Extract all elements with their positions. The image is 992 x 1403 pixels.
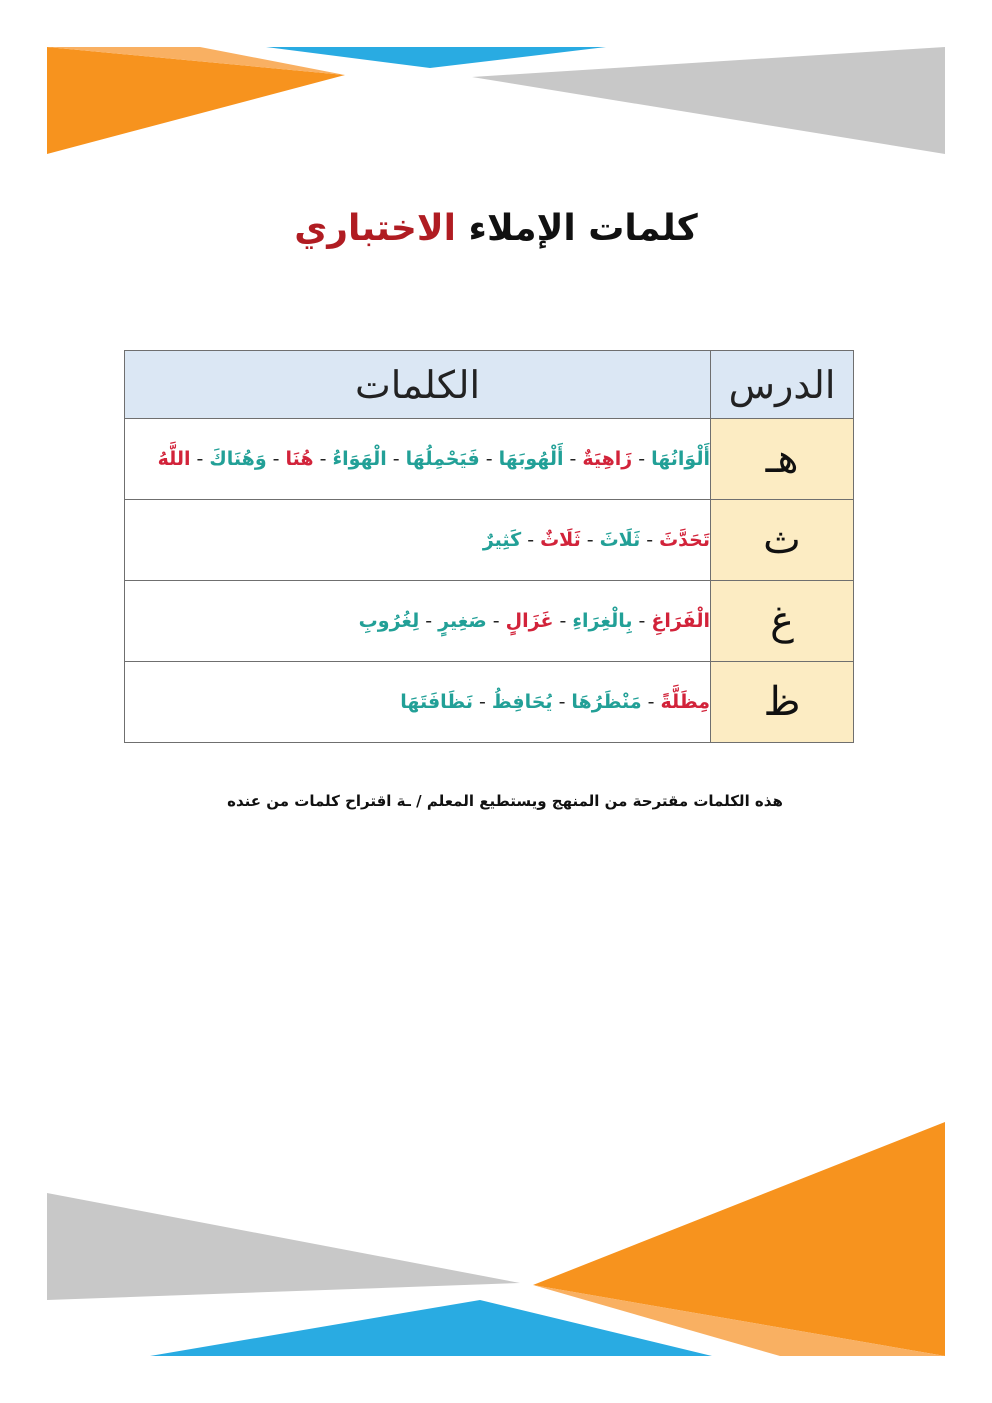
- bottom-orange-light-shape: [533, 1285, 945, 1356]
- word-separator: -: [527, 529, 535, 551]
- words-table: [124, 350, 854, 743]
- words-cell: [125, 500, 711, 581]
- bottom-orange-shape: [533, 1122, 945, 1356]
- page-title: [0, 208, 992, 249]
- word-separator: -: [569, 448, 577, 470]
- spelling-word: هُنَا: [285, 448, 314, 470]
- word-separator: -: [559, 610, 567, 632]
- footer-note: هذه الكلمات مقترحة من المنهج ويستطيع المعلم / ـة اقتراح كلمات من عنده: [227, 792, 783, 810]
- spelling-word: زَاهِيَةٌ: [582, 448, 633, 470]
- words-cell: [125, 581, 711, 662]
- spelling-word: يُحَافِظُ: [491, 691, 553, 713]
- spelling-word: أَلْهُوبَهَا: [498, 448, 564, 470]
- words-cell: [125, 662, 711, 743]
- words-cell: [125, 419, 711, 500]
- spelling-word: صَغِيرٍ: [438, 610, 487, 632]
- top-gray-shape: [472, 47, 945, 154]
- top-orange-shape: [47, 47, 345, 154]
- spelling-word: لِغُرُوبِ: [358, 610, 420, 632]
- word-separator: -: [196, 448, 204, 470]
- spelling-word: اللَّهُ: [157, 448, 191, 470]
- spelling-word: غَزَالٍ: [505, 610, 554, 632]
- header-words: الكلمات: [125, 351, 711, 419]
- title-main: كلمات الإملاء: [468, 208, 698, 249]
- title-accent: الاختباري: [294, 208, 456, 249]
- table-row: [125, 500, 854, 581]
- word-separator: -: [272, 448, 280, 470]
- table-row: [125, 581, 854, 662]
- lesson-letter: ث: [711, 500, 854, 581]
- spelling-word: نَظَافَتَهَا: [400, 691, 473, 713]
- spelling-word: فَيَحْمِلُهَا: [405, 448, 480, 470]
- word-separator: -: [646, 529, 654, 551]
- lesson-letter: غ: [711, 581, 854, 662]
- header-lesson: الدرس: [711, 351, 854, 419]
- word-separator: -: [319, 448, 327, 470]
- word-separator: -: [647, 691, 655, 713]
- word-separator: -: [392, 448, 400, 470]
- table-row: [125, 419, 854, 500]
- bottom-gray-shape: [47, 1193, 520, 1300]
- top-decoration: [0, 0, 992, 170]
- spelling-word: الْهَوَاءُ: [332, 448, 387, 470]
- word-separator: -: [478, 691, 486, 713]
- word-separator: -: [586, 529, 594, 551]
- table-row: [125, 662, 854, 743]
- spelling-word: ثَلَاثَ: [599, 529, 641, 551]
- spelling-word: بِالْغِرَاءِ: [572, 610, 633, 632]
- spelling-word: تَحَدَّثَ: [659, 529, 710, 551]
- spelling-word: الْفَرَاغِ: [651, 610, 710, 632]
- word-separator: -: [638, 610, 646, 632]
- spelling-word: ثَلَاثٌ: [540, 529, 581, 551]
- table-header-row: [125, 351, 854, 419]
- top-blue-shape: [266, 47, 606, 68]
- word-separator: -: [638, 448, 646, 470]
- word-separator: -: [425, 610, 433, 632]
- spelling-word: أَلْوَانُهَا: [651, 448, 710, 470]
- spelling-word: وَهُنَاكَ: [209, 448, 267, 470]
- word-separator: -: [558, 691, 566, 713]
- bottom-blue-shape: [150, 1300, 712, 1356]
- spelling-word: مَنْظَرُهَا: [571, 691, 642, 713]
- spelling-word: مِظَلَّةً: [660, 691, 710, 713]
- lesson-letter: ظ: [711, 662, 854, 743]
- word-separator: -: [485, 448, 493, 470]
- word-separator: -: [492, 610, 500, 632]
- spelling-word: كَثِيرٌ: [482, 529, 522, 551]
- lesson-letter: هـ: [711, 419, 854, 500]
